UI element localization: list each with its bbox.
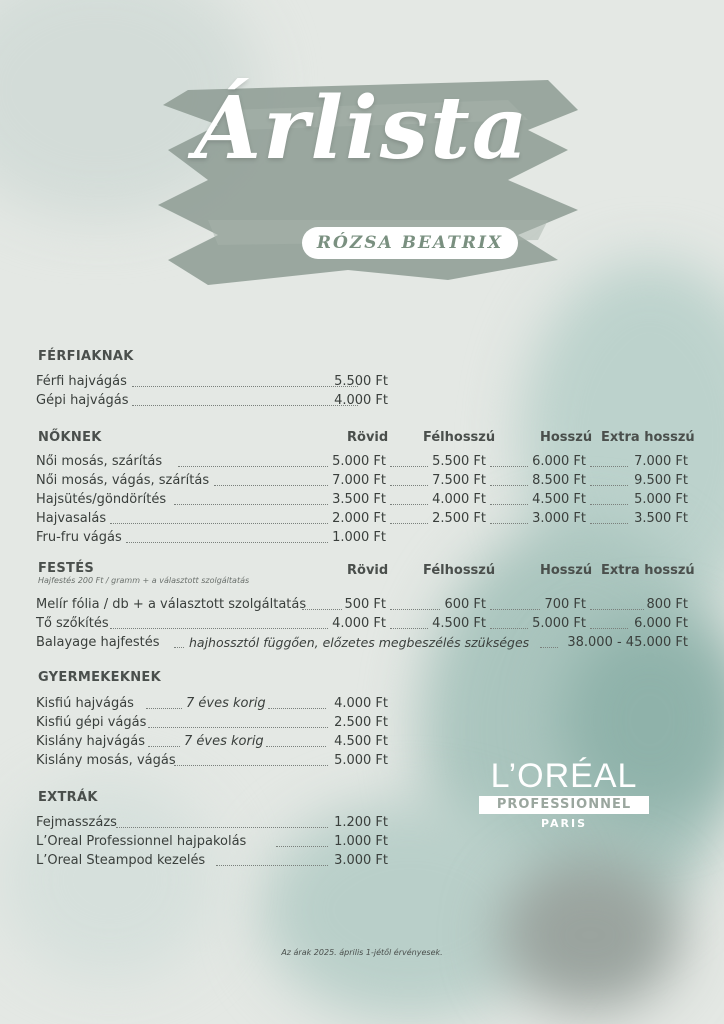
price-extra-long: 7.000 Ft [634, 454, 688, 469]
price-short: 7.000 Ft [332, 473, 386, 488]
price-row [36, 696, 388, 714]
service-price: 3.000 Ft [334, 853, 388, 868]
leader-dots [390, 485, 428, 486]
price-medium: 4.000 Ft [432, 492, 486, 507]
price-extra-long: 800 Ft [646, 597, 688, 612]
leader-dots [214, 485, 328, 486]
price-row [36, 511, 688, 529]
price-row [36, 635, 688, 653]
leader-dots [590, 609, 644, 610]
leader-dots [110, 628, 328, 629]
service-price: 4.500 Ft [334, 734, 388, 749]
price-row [36, 753, 388, 771]
service-name: Női mosás, vágás, szárítás [36, 473, 210, 488]
price-medium: 5.500 Ft [432, 454, 486, 469]
service-name: Gépi hajvágás [36, 393, 129, 408]
price-long: 5.000 Ft [532, 616, 586, 631]
price-long: 6.000 Ft [532, 454, 586, 469]
price-row [36, 815, 388, 833]
leader-dots [276, 846, 328, 847]
service-name: Női mosás, szárítás [36, 454, 163, 469]
leader-dots [390, 466, 428, 467]
logo-paris: PARIS [540, 817, 588, 830]
price-long: 4.500 Ft [532, 492, 586, 507]
leader-dots [178, 466, 328, 467]
col-head-long: Hosszú [540, 430, 593, 445]
leader-dots [490, 466, 528, 467]
col-head-short: Rövid [347, 563, 389, 578]
leader-dots [590, 504, 628, 505]
service-name: Balayage hajfestés [36, 635, 160, 650]
service-name: Hajvasalás [36, 511, 107, 526]
leader-dots [590, 628, 628, 629]
leader-dots [148, 727, 328, 728]
price-row [36, 834, 388, 852]
logo-professionnel: PROFESSIONNEL [479, 796, 649, 814]
service-price: 1.200 Ft [334, 815, 388, 830]
price-long: 8.500 Ft [532, 473, 586, 488]
col-head-long: Hosszú [540, 563, 593, 578]
service-price: 5.000 Ft [334, 753, 388, 768]
service-price: 5.500 Ft [334, 374, 388, 389]
service-name: Tő szőkítés [36, 616, 109, 631]
service-name: L’Oreal Professionnel hajpakolás [36, 834, 247, 849]
coloring-note: Hajfestés 200 Ft / gramm + a választott szolgáltatás [38, 576, 250, 585]
leader-dots [132, 386, 358, 387]
leader-dots [540, 647, 558, 648]
price-row [36, 454, 688, 472]
service-name: Kislány hajvágás [36, 734, 146, 749]
service-name: Kislány mosás, vágás [36, 753, 176, 768]
service-price: 1.000 Ft [334, 834, 388, 849]
price-medium: 2.500 Ft [432, 511, 486, 526]
service-name: Hajsütés/göndörítés [36, 492, 167, 507]
service-name: Férfi hajvágás [36, 374, 127, 389]
col-head-medium: Félhosszú [423, 430, 496, 445]
section-heading-coloring: FESTÉS [38, 561, 95, 576]
service-name: Fejmasszázs [36, 815, 117, 830]
leader-dots [146, 708, 182, 709]
price-medium: 7.500 Ft [432, 473, 486, 488]
price-short: 1.000 Ft [332, 530, 386, 545]
price-row [36, 492, 688, 510]
price-extra-long: 5.000 Ft [634, 492, 688, 507]
service-note: 7 éves korig [184, 734, 264, 749]
leader-dots [590, 485, 628, 486]
leader-dots [490, 609, 540, 610]
price-row [36, 530, 688, 548]
price-long: 3.000 Ft [532, 511, 586, 526]
col-head-medium: Félhosszú [423, 563, 496, 578]
leader-dots [590, 523, 628, 524]
leader-dots [590, 466, 628, 467]
price-row [36, 597, 688, 615]
col-head-short: Rövid [347, 430, 389, 445]
section-heading-children: GYERMEKEKNEK [38, 670, 161, 685]
leader-dots [490, 485, 528, 486]
price-row [36, 374, 388, 392]
leader-dots [174, 765, 328, 766]
price-extra-long: 3.500 Ft [634, 511, 688, 526]
leader-dots [490, 504, 528, 505]
service-price: 38.000 - 45.000 Ft [567, 635, 688, 650]
price-medium: 600 Ft [444, 597, 486, 612]
page-title: Árlista [194, 78, 530, 179]
service-note: 7 éves korig [186, 696, 266, 711]
logo-brand: L’ORÉAL [490, 757, 638, 795]
validity-footer: Az árak 2025. április 1-jétől érvényesek. [281, 948, 443, 957]
service-name: L’Oreal Steampod kezelés [36, 853, 206, 868]
leader-dots [268, 708, 326, 709]
leader-dots [390, 628, 428, 629]
leader-dots [174, 504, 328, 505]
price-row [36, 393, 388, 411]
leader-dots [216, 865, 328, 866]
price-row [36, 616, 688, 634]
service-price: 4.000 Ft [334, 393, 388, 408]
service-name: Melír fólia / db + a választott szolgáltatás [36, 597, 307, 612]
loreal-logo [478, 758, 650, 830]
section-heading-men: FÉRFIAKNAK [38, 349, 134, 364]
service-name: Kisfiú gépi vágás [36, 715, 147, 730]
price-row [36, 715, 388, 733]
leader-dots [390, 504, 428, 505]
leader-dots [174, 647, 184, 648]
service-price: 4.000 Ft [334, 696, 388, 711]
price-long: 700 Ft [544, 597, 586, 612]
leader-dots [490, 628, 528, 629]
salon-name-badge: RÓZSA BEATRIX [302, 227, 518, 259]
price-short: 5.000 Ft [332, 454, 386, 469]
leader-dots [148, 746, 180, 747]
price-extra-long: 9.500 Ft [634, 473, 688, 488]
price-row [36, 473, 688, 491]
price-row [36, 853, 388, 871]
price-short: 4.000 Ft [332, 616, 386, 631]
leader-dots [116, 827, 328, 828]
service-name: Kisfiú hajvágás [36, 696, 134, 711]
leader-dots [132, 405, 358, 406]
price-medium: 4.500 Ft [432, 616, 486, 631]
leader-dots [302, 609, 342, 610]
col-head-extra-long: Extra hosszú [601, 430, 695, 445]
leader-dots [110, 523, 328, 524]
service-name: Fru-fru vágás [36, 530, 122, 545]
leader-dots [490, 523, 528, 524]
leader-dots [126, 542, 328, 543]
price-short: 500 Ft [344, 597, 386, 612]
price-extra-long: 6.000 Ft [634, 616, 688, 631]
leader-dots [390, 609, 440, 610]
service-note: hajhossztól függően, előzetes megbeszélés szükséges [189, 635, 530, 650]
section-heading-extras: EXTRÁK [38, 790, 98, 805]
leader-dots [266, 746, 326, 747]
section-heading-women: NŐKNEK [38, 430, 102, 445]
service-price: 2.500 Ft [334, 715, 388, 730]
leader-dots [390, 523, 428, 524]
price-short: 2.000 Ft [332, 511, 386, 526]
price-short: 3.500 Ft [332, 492, 386, 507]
price-row [36, 734, 388, 752]
col-head-extra-long: Extra hosszú [601, 563, 695, 578]
